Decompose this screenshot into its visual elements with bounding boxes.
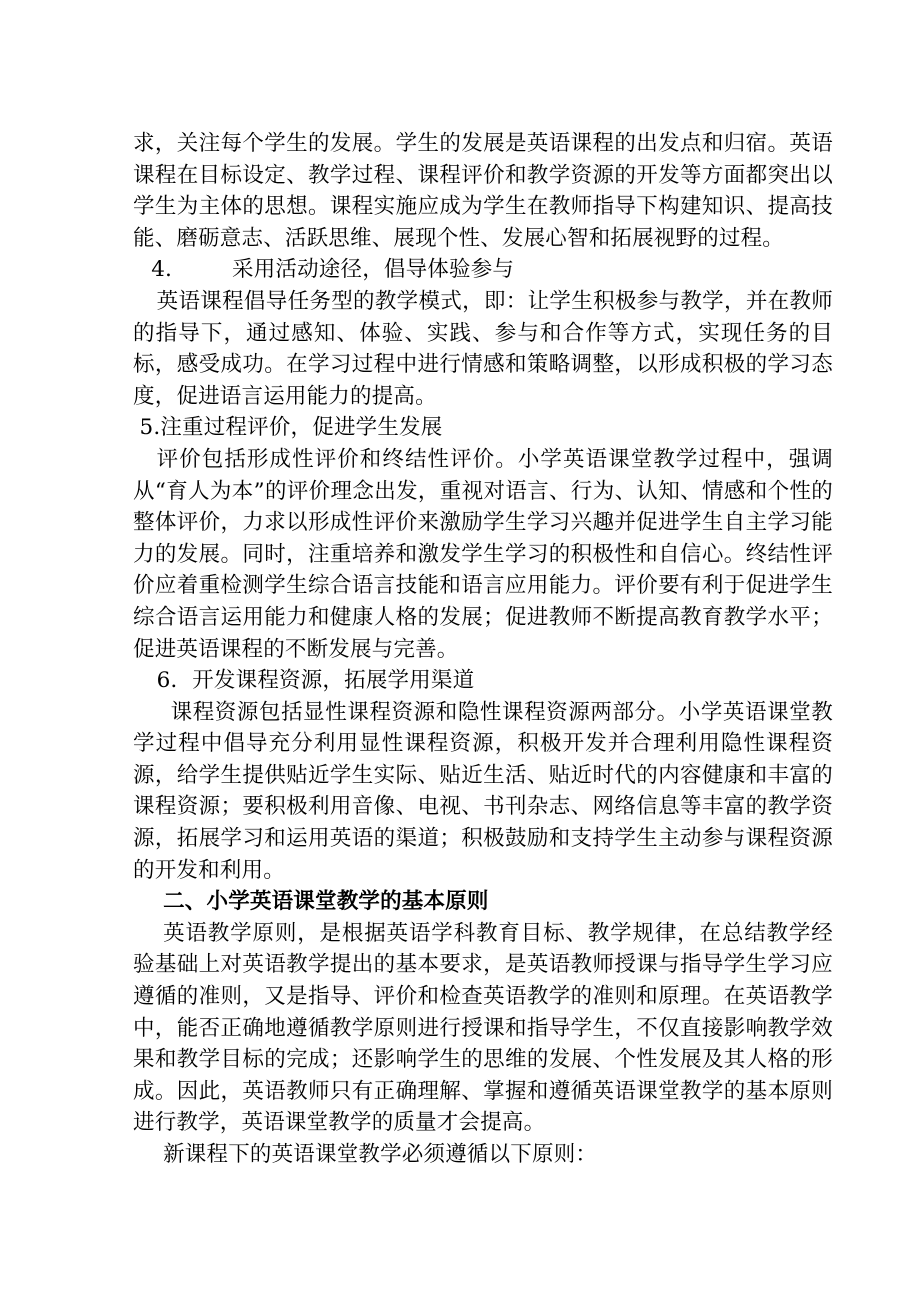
list-heading-5: 5.注重过程评价，促进学生发展 [139,415,443,441]
document-body [133,128,833,1171]
paragraph-principles-intro: 新课程下的英语课堂教学必须遵循以下原则： [163,1142,598,1167]
paragraph-activity-approach: 英语课程倡导任务型的教学模式，即：让学生积极参与教学，并在教师的指导下，通过感知、体验、实践、参与和合作等方式，实现任务的目标，感受成功。在学习过程中进行情感和策略调整，以形成积极的学习态度，促进语言运用能力的提高。 [133,288,833,409]
paragraph-principles: 英语教学原则，是根据英语学科教育目标、教学规律，在总结教学经验基础上对英语教学提出的基本要求，是英语教师授课与指导学生学习应遵循的准则，又是指导、评价和检查英语教学的准则和原理。在英语教学中，能否正确地遵循教学原则进行授课和指导学生，不仅直接影响教学效果和教学目标的完成；还影响学生的思维的发展、个性发展及其人格的形成。因此，英语教师只有正确理解、掌握和遵循英语课堂教学的基本原则进行教学，英语课堂教学的质量才会提高。 [133,920,833,1136]
paragraph-continuation: 求，关注每个学生的发展。学生的发展是英语课程的出发点和归宿。英语课程在目标设定、教学过程、课程评价和教学资源的开发等方面都突出以学生为主体的思想。课程实施应成为学生在教师指导下构建知识、提高技能、磨砺意志、活跃思维、展现个性、发展心智和拓展视野的过程。 [133,131,833,251]
section-heading: 二、小学英语课堂教学的基本原则 [163,889,489,915]
paragraph-evaluation: 评价包括形成性评价和终结性评价。小学英语课堂教学过程中，强调从“育人为本”的评价理念出发，重视对语言、行为、认知、情感和个性的整体评价，力求以形成性评价来激励学生学习兴趣并促进学生自主学习能力的发展。同时，注重培养和激发学生学习的积极性和自信心。终结性评价应着重检测学生综合语言技能和语言应用能力。评价要有利于促进学生综合语言运用能力和健康人格的发展；促进教师不断提高教育教学水平；促进英语课程的不断发展与完善。 [133,446,833,662]
list-heading-4 [133,254,833,286]
paragraph-resources: 课程资源包括显性课程资源和隐性课程资源两部分。小学英语课堂教学过程中倡导充分利用显性课程资源，积极开发并合理利用隐性课程资源，给学生提供贴近学生实际、贴近生活、贴近时代的内容健康和丰富的课程资源；要积极利用音像、电视、书刊杂志、网络信息等丰富的教学资源，拓展学习和运用英语的渠道；积极鼓励和支持学生主动参与课程资源的开发和利用。 [133,699,833,883]
list-number-4: 4． [151,257,187,283]
list-heading-6: 6．开发课程资源，拓展学用渠道 [156,668,475,694]
list-title-4: 采用活动途径，倡导体验参与 [232,257,515,283]
